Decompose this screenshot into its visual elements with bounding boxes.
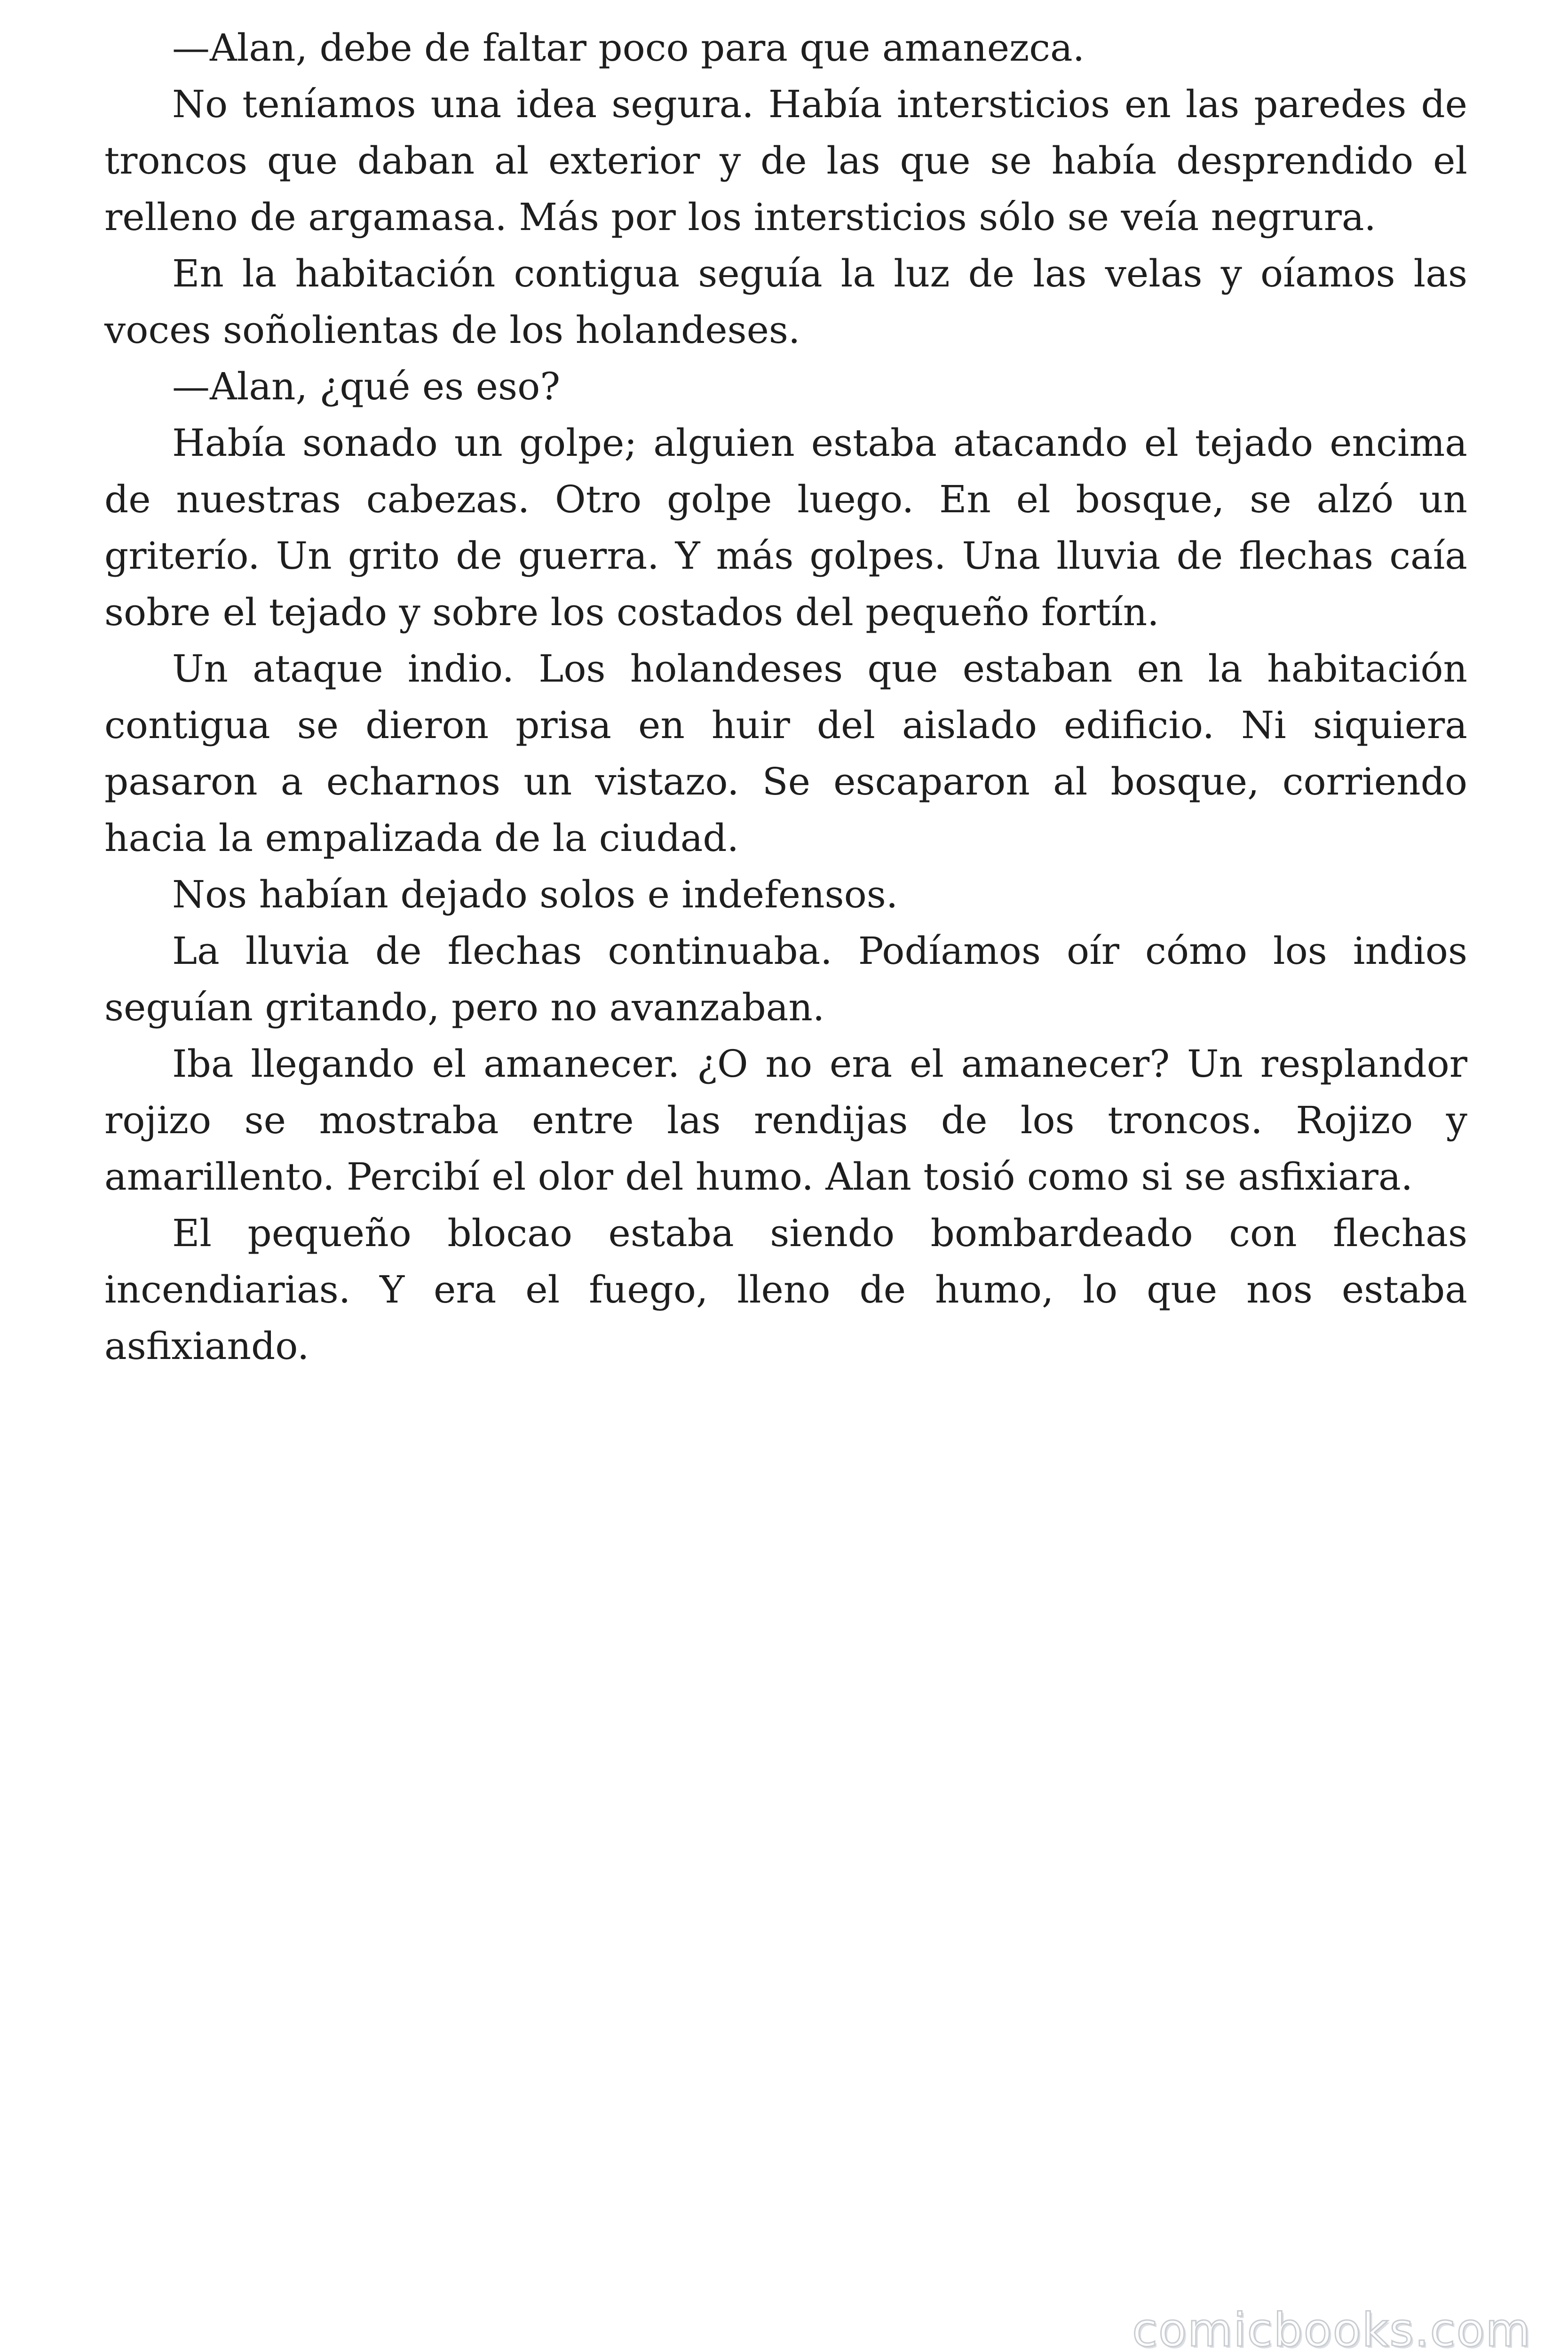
paragraph-1: —Alan, debe de faltar poco para que amanezca.: [172, 26, 1085, 70]
watermark: comicbooks.com: [1132, 2304, 1531, 2352]
paragraph-9: Iba llegando el amanecer. ¿O no era el amanecer? Un resplandor rojizo se mostraba entre las rendijas de los troncos. Rojizo y amarillento. Percibí el olor del humo. Alan tosió como si se asfixiara.: [104, 1042, 1467, 1199]
paragraph-5: Había sonado un golpe; alguien estaba atacando el tejado encima de nuestras cabezas. Otro golpe luego. En el bosque, se alzó un griterío. Un grito de guerra. Y más golpes. Una lluvia de flechas caía sobre el tejado y sobre los costados del pequeño fortín.: [104, 421, 1467, 634]
paragraph-10: El pequeño blocao estaba siendo bombardeado con flechas incendiarias. Y era el fuego, lleno de humo, lo que nos estaba asfixiando.: [104, 1211, 1467, 1368]
paragraph-7: Nos habían dejado solos e indefensos.: [172, 873, 898, 916]
paragraph-2: No teníamos una idea segura. Había intersticios en las paredes de troncos que daban al exterior y de las que se había desprendido el relleno de argamasa. Más por los intersticios sólo se veía negrura.: [104, 82, 1467, 239]
book-page-text: [104, 20, 1467, 1375]
paragraph-3: En la habitación contigua seguía la luz de las velas y oíamos las voces soñolientas de los holandeses.: [104, 252, 1467, 352]
paragraph-6: Un ataque indio. Los holandeses que estaban en la habitación contigua se dieron prisa en huir del aislado edificio. Ni siquiera pasaron a echarnos un vistazo. Se escaparon al bosque, corriendo hacia la empalizada de la ciudad.: [104, 647, 1467, 860]
paragraph-8: La lluvia de flechas continuaba. Podíamos oír cómo los indios seguían gritando, pero no avanzaban.: [104, 929, 1467, 1029]
paragraph-4: —Alan, ¿qué es eso?: [172, 365, 561, 408]
